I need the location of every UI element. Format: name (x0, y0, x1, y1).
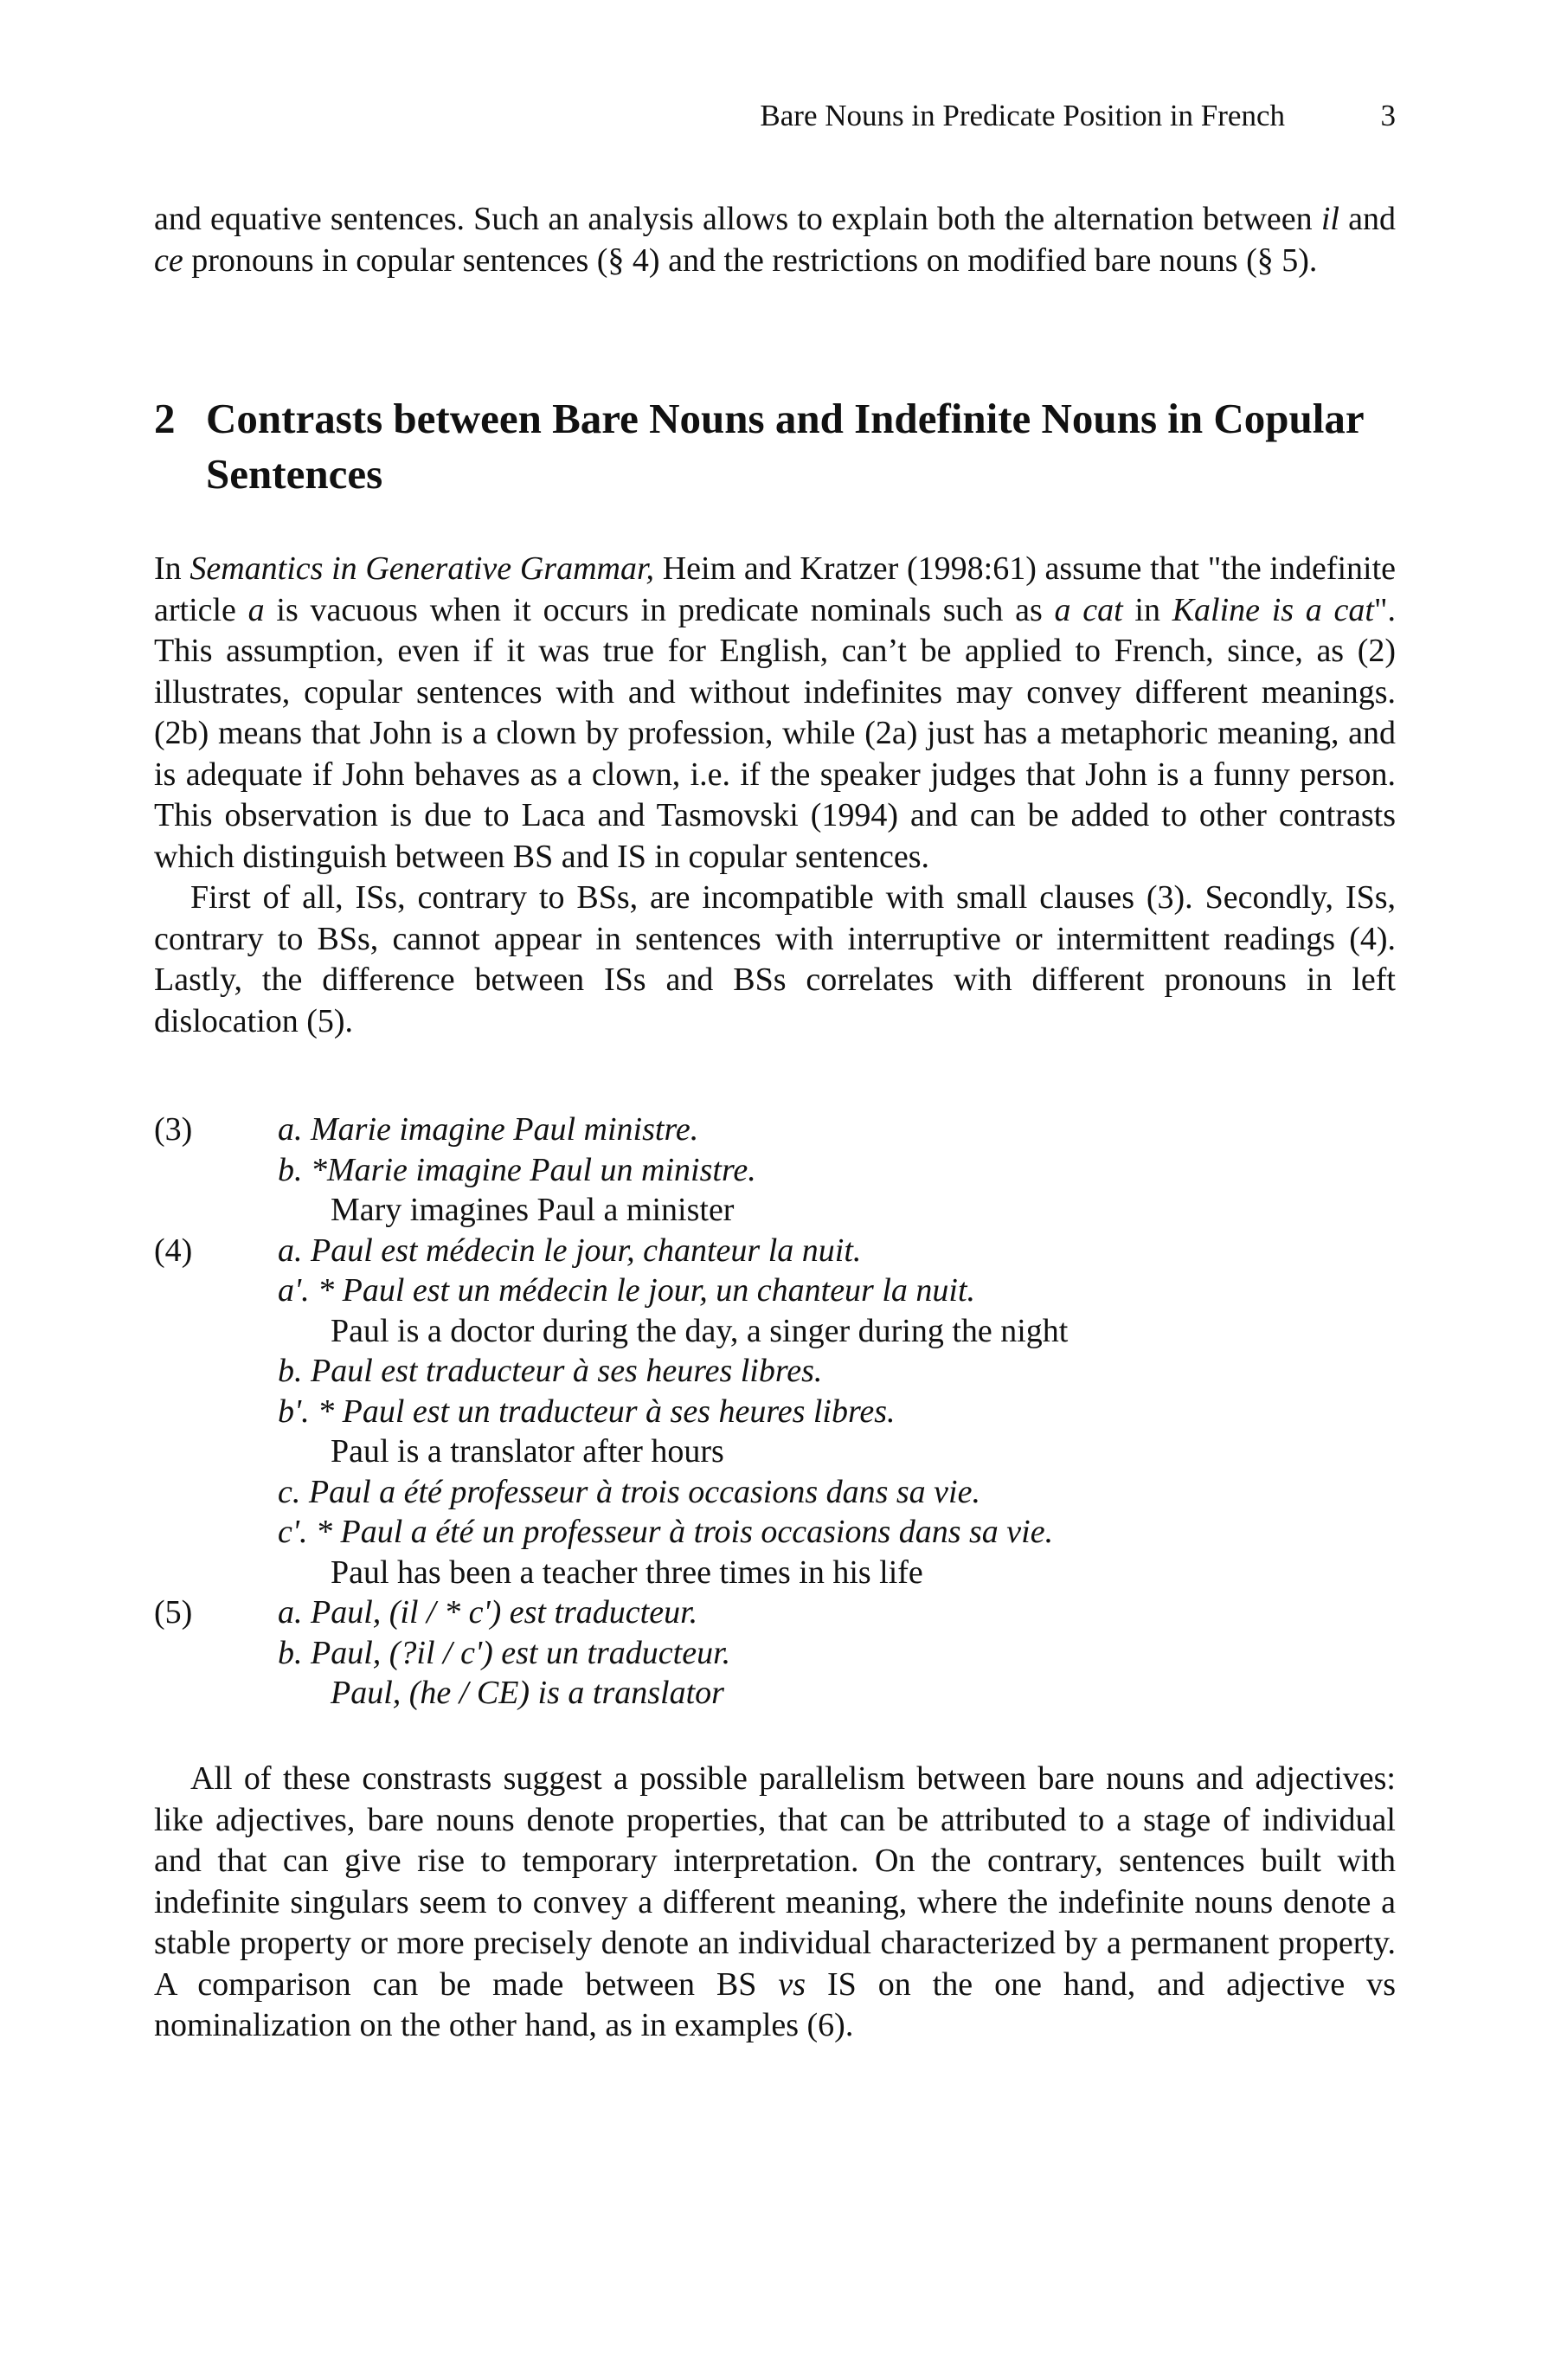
p3-text-2: IS on the one hand, and adjective vs nominalization on the other hand, as in examples (6). (154, 1965, 1396, 2043)
example-gloss: Paul is a doctor during the day, a singer during the night (331, 1312, 1069, 1349)
p1-a-cat: a cat (1054, 591, 1123, 628)
intro-ce: ce (154, 241, 183, 279)
paragraph-3 (154, 1759, 1396, 2047)
p1-text-5: ". This assumption, even if it was true for English, can’t be applied to French, since, as (2) illustrates, copular sentences with and without indefinites may convey different meanings. (2b) means that John is a clown by profession, while (2a) just has a metaphoric meaning, and is adequate if John behaves as a clown, i.e. if the speaker judges that John is a funny person. This observation is due to Laca and Tasmovski (1994) and can be added to other contrasts which distinguish between BS and IS in copular sentences. (154, 591, 1396, 875)
examples-block (154, 1110, 1396, 1714)
running-head-title: Bare Nouns in Predicate Position in French (760, 99, 1285, 132)
intro-text-3: pronouns in copular sentences (§ 4) and the restrictions on modified bare nouns (§ 5). (183, 241, 1318, 279)
example-5 (154, 1592, 1396, 1714)
paragraph-3-block (154, 1759, 1396, 2047)
p3-text-1: All of these constrasts suggest a possible parallelism between bare nouns and adjectives: like adjectives, bare nouns denote properties, that can be attributed to a stage of individual and that can give rise to temporary interpretation. On the contrary, sentences built with indefinite singulars seem to convey a different meaning, where the indefinite nouns denote a stable property or more precisely denote an individual characterized by a permanent property. A comparison can be made between BS (154, 1760, 1396, 2003)
example-line: b. Paul est traducteur à ses heures libres. (278, 1353, 823, 1389)
intro-text-1: and equative sentences. Such an analysis allows to explain both the alternation between (154, 201, 1321, 237)
p1-text-4: in (1122, 591, 1172, 628)
example-line: b. Paul, (?il / c') est un traducteur. (278, 1634, 731, 1671)
example-line: b. *Marie imagine Paul un ministre. (278, 1151, 756, 1188)
example-number: (3) (154, 1111, 193, 1148)
example-line: a'. * Paul est un médecin le jour, un chanteur la nuit. (278, 1272, 976, 1309)
p1-book-title: Semantics in Generative Grammar, (189, 550, 655, 587)
section-heading (154, 391, 1396, 502)
example-4 (154, 1231, 1396, 1593)
p1-kaline: Kaline is a cat (1172, 591, 1374, 628)
example-gloss: Paul is a translator after hours (331, 1433, 724, 1470)
example-line: b'. * Paul est un traducteur à ses heures libres. (278, 1393, 896, 1430)
example-line: a. Paul, (il / * c') est traducteur. (278, 1594, 698, 1631)
example-line: a. Paul est médecin le jour, chanteur la nuit. (278, 1232, 862, 1269)
p1-text-3: is vacuous when it occurs in predicate nominals such as (264, 591, 1055, 628)
example-number: (4) (154, 1232, 193, 1269)
section-number: 2 (154, 395, 176, 442)
section-title: Contrasts between Bare Nouns and Indefinite Nouns in Copular Sentences (206, 395, 1364, 498)
paragraph-2: First of all, ISs, contrary to BSs, are incompatible with small clauses (3). Secondly, ISs, contrary to BSs, cannot appear in sentences with interruptive or intermittent readings (4). Lastly, the difference between ISs and BSs correlates with different pronouns in left dislocation (5). (154, 879, 1396, 1039)
example-line: c. Paul a été professeur à trois occasions dans sa vie. (278, 1473, 980, 1510)
p3-vs: vs (778, 1965, 806, 2003)
example-gloss: Mary imagines Paul a minister (331, 1192, 735, 1228)
intro-text-2: and (1339, 201, 1396, 237)
p1-text-2: Heim and Kratzer (1998:61) assume that "the indefinite article (154, 550, 1397, 628)
paragraph-1 (154, 549, 1396, 878)
running-head (154, 97, 1396, 135)
p1-text-1: In (154, 550, 190, 587)
intro-paragraph (154, 199, 1396, 281)
p1-article-a: a (247, 591, 265, 628)
example-line: a. Marie imagine Paul ministre. (278, 1111, 699, 1148)
example-line: c'. * Paul a été un professeur à trois occasions dans sa vie. (278, 1514, 1054, 1550)
body-paragraphs (154, 549, 1396, 1042)
example-gloss: Paul, (he / CE) is a translator (331, 1675, 724, 1711)
page-number: 3 (1380, 99, 1396, 132)
example-number: (5) (154, 1594, 193, 1631)
intro-il: il (1320, 201, 1339, 237)
example-gloss: Paul has been a teacher three times in his life (331, 1553, 923, 1591)
example-3 (154, 1110, 1396, 1231)
